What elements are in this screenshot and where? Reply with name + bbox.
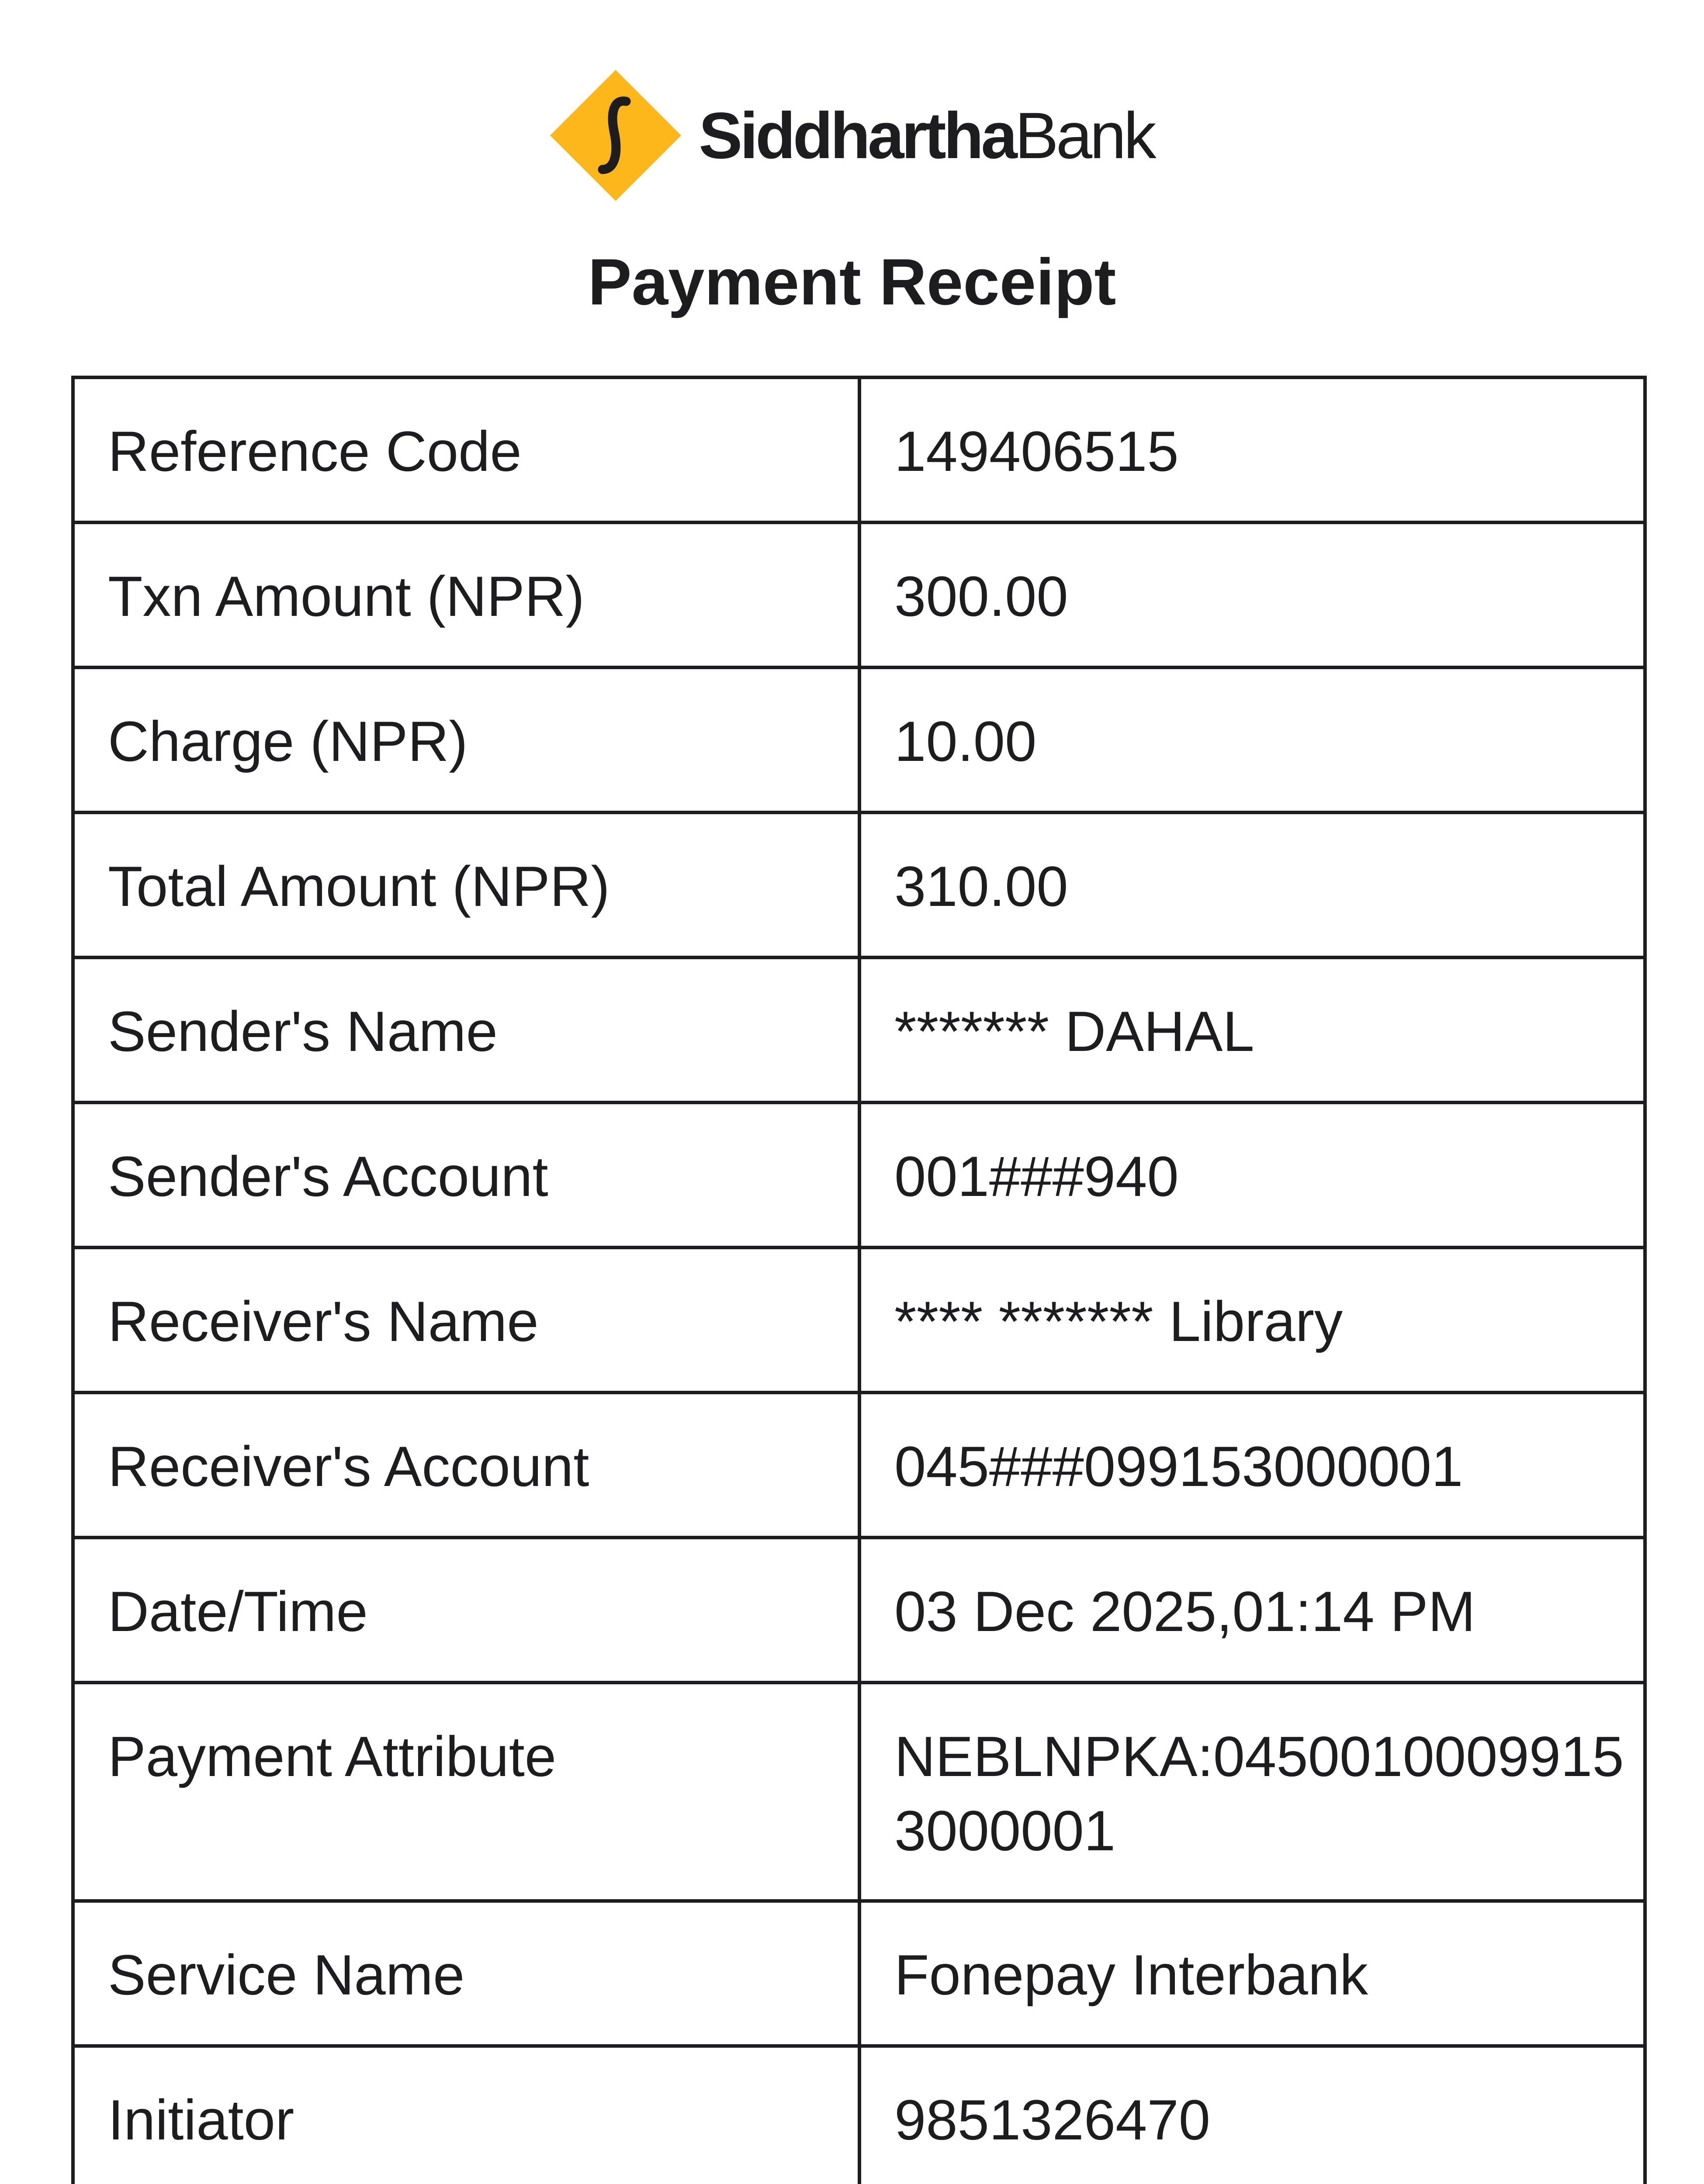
table-row bbox=[73, 1683, 1645, 1901]
receipt-table bbox=[71, 376, 1647, 2184]
row-label: Sender's Account bbox=[73, 1102, 859, 1248]
row-value: ******* DAHAL bbox=[859, 957, 1645, 1102]
row-value: 9851326470 bbox=[859, 2046, 1645, 2184]
row-label: Service Name bbox=[73, 1901, 859, 2046]
table-row bbox=[73, 1393, 1645, 1538]
table-row bbox=[73, 2046, 1645, 2184]
page-title: Payment Receipt bbox=[588, 245, 1116, 318]
brand-header bbox=[0, 66, 1704, 205]
row-label: Receiver's Name bbox=[73, 1248, 859, 1393]
row-label: Charge (NPR) bbox=[73, 667, 859, 812]
row-value: 10.00 bbox=[859, 667, 1645, 812]
table-row bbox=[73, 1901, 1645, 2046]
row-value: 310.00 bbox=[859, 812, 1645, 957]
table-row bbox=[73, 957, 1645, 1102]
table-row bbox=[73, 1538, 1645, 1683]
brand-wordmark bbox=[699, 99, 1154, 172]
row-label: Payment Attribute bbox=[73, 1683, 859, 1901]
table-row bbox=[73, 812, 1645, 957]
table-row bbox=[73, 377, 1645, 522]
brand-name-strong: Siddhartha bbox=[699, 99, 1015, 172]
row-value: **** ******* Library bbox=[859, 1248, 1645, 1393]
table-row bbox=[73, 1248, 1645, 1393]
row-label: Reference Code bbox=[73, 377, 859, 522]
table-row bbox=[73, 522, 1645, 667]
row-value: 001###940 bbox=[859, 1102, 1645, 1248]
row-label: Date/Time bbox=[73, 1538, 859, 1683]
row-value: 300.00 bbox=[859, 522, 1645, 667]
row-value: 149406515 bbox=[859, 377, 1645, 522]
table-row bbox=[73, 667, 1645, 812]
siddhartha-s-diamond-icon bbox=[550, 70, 681, 201]
row-label: Receiver's Account bbox=[73, 1393, 859, 1538]
brand-name-light: Bank bbox=[1015, 99, 1154, 172]
row-value: Fonepay Interbank bbox=[859, 1901, 1645, 2046]
row-label: Txn Amount (NPR) bbox=[73, 522, 859, 667]
row-value: 045###099153000001 bbox=[859, 1393, 1645, 1538]
row-label: Initiator bbox=[73, 2046, 859, 2184]
row-value: NEBLNPKA:04500100099153000001 bbox=[859, 1683, 1645, 1901]
table-row bbox=[73, 1102, 1645, 1248]
row-label: Sender's Name bbox=[73, 957, 859, 1102]
row-label: Total Amount (NPR) bbox=[73, 812, 859, 957]
row-value: 03 Dec 2025,01:14 PM bbox=[859, 1538, 1645, 1683]
